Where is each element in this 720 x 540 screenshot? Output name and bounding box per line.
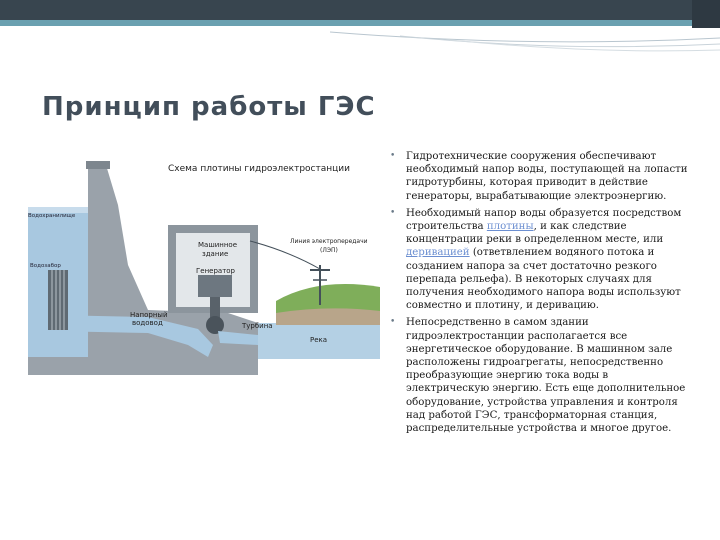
label-penstock-2: водовод [132, 319, 163, 327]
label-power-line-1: Линия электропередачи [290, 238, 368, 245]
bullet-marker: • [390, 317, 396, 328]
label-reservoir: Водохранилище [28, 213, 76, 219]
header-bar [0, 0, 720, 28]
label-river: Река [310, 336, 328, 344]
bullet-text-part: , и как следствие концентрации реки в определенном месте, или [406, 221, 664, 246]
derivation-link[interactable]: деривацией [406, 247, 470, 259]
intake-grating [48, 270, 68, 330]
bullet-text: Гидротехнические сооружения обеспечивают необходимый напор воды, поступающей на лопасти гидротурбины, которая приводит в действие генераторы, вырабатывающие электроэнергию. [406, 151, 688, 202]
label-turbine: Турбина [242, 322, 273, 330]
generator [198, 275, 232, 297]
bullet-text-part: (ответвлением водяного потока и созданием напора за счет достаточно резкого перепада рельефа). В некоторых случаях для получения необходимого напора воды используют совместно и плотину, и деривацию. [406, 247, 681, 312]
bullet-list [388, 150, 688, 439]
header-dark-stripe [0, 0, 720, 20]
label-water-intake: Водозабор [30, 263, 61, 269]
bullet-item [388, 150, 688, 203]
bullet-item [388, 207, 688, 313]
header-teal-stripe [0, 20, 720, 26]
turbine [206, 316, 224, 334]
label-machine-room-2: здание [202, 250, 229, 258]
decorative-lines [330, 30, 720, 80]
slide-title: Принцип работы ГЭС [42, 92, 376, 122]
dam-link[interactable]: плотины [486, 221, 534, 233]
bullet-marker: • [390, 151, 396, 161]
diagram-caption: Схема плотины гидроэлектростанции [168, 164, 350, 174]
header-corner-block [692, 0, 720, 28]
bullet-item [388, 316, 688, 435]
label-machine-room-1: Машинное [198, 241, 238, 249]
hydro-dam-diagram [28, 145, 380, 395]
label-power-line-2: (ЛЭП) [320, 247, 338, 254]
label-generator: Генератор [196, 267, 235, 275]
bullet-marker: • [390, 207, 396, 218]
label-penstock-1: Напорный [130, 311, 168, 319]
bullet-text-part: Необходимый напор воды образуется посредством строительства [406, 207, 682, 233]
bullet-text: Непосредственно в самом здании гидроэлектростанции располагается все энергетическое оборудование. В машинном зале расположены гидроагрегаты, непосредственно преобразующие энергию тока воды в электрическую энергию. Есть еще дополнительное оборудование, устройства управления и контроля над работой ГЭС, трансформаторная станция, распределительные устройства и многое другое. [406, 317, 686, 435]
